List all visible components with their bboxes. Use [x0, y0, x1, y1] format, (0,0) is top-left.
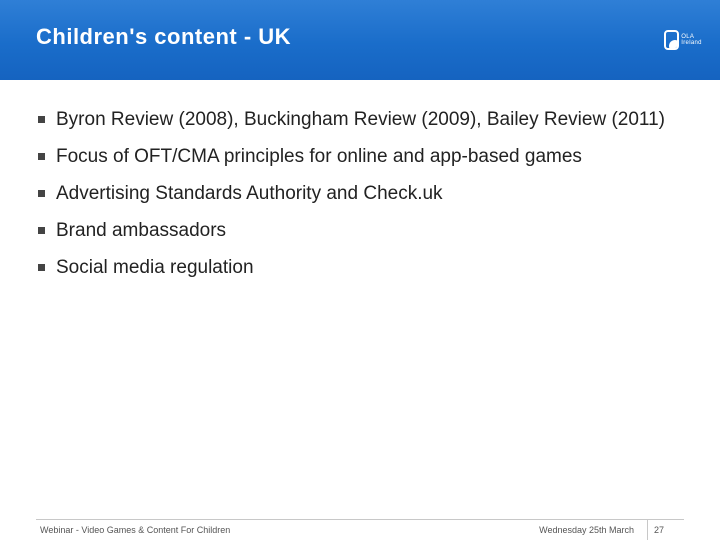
slide-header [0, 0, 720, 80]
footer-separator [647, 519, 648, 540]
square-bullet-icon [38, 153, 45, 160]
footer-webinar-title: Webinar - Video Games & Content For Children [40, 525, 231, 535]
company-logo-text: OLA Ireland [681, 34, 702, 46]
square-bullet-icon [38, 116, 45, 123]
bullet-item [38, 255, 688, 280]
bullet-text: Focus of OFT/CMA principles for online and app-based games [56, 146, 582, 167]
bullet-item [38, 144, 688, 169]
bullet-list [38, 107, 688, 292]
footer-date: Wednesday 25th March [539, 525, 634, 535]
bullet-item [38, 218, 688, 243]
bullet-item [38, 181, 688, 206]
square-bullet-icon [38, 190, 45, 197]
square-bullet-icon [38, 227, 45, 234]
company-logo-icon [664, 30, 679, 50]
company-logo [664, 29, 706, 51]
slide-title: Children's content - UK [36, 24, 292, 49]
bullet-text: Advertising Standards Authority and Check.uk [56, 183, 443, 204]
bullet-text: Social media regulation [56, 257, 254, 278]
square-bullet-icon [38, 264, 45, 271]
bullet-item [38, 107, 688, 132]
footer-divider [36, 519, 684, 520]
bullet-text: Byron Review (2008), Buckingham Review (2009), Bailey Review (2011) [56, 109, 665, 130]
page-number: 27 [654, 525, 665, 535]
bullet-text: Brand ambassadors [56, 220, 227, 241]
